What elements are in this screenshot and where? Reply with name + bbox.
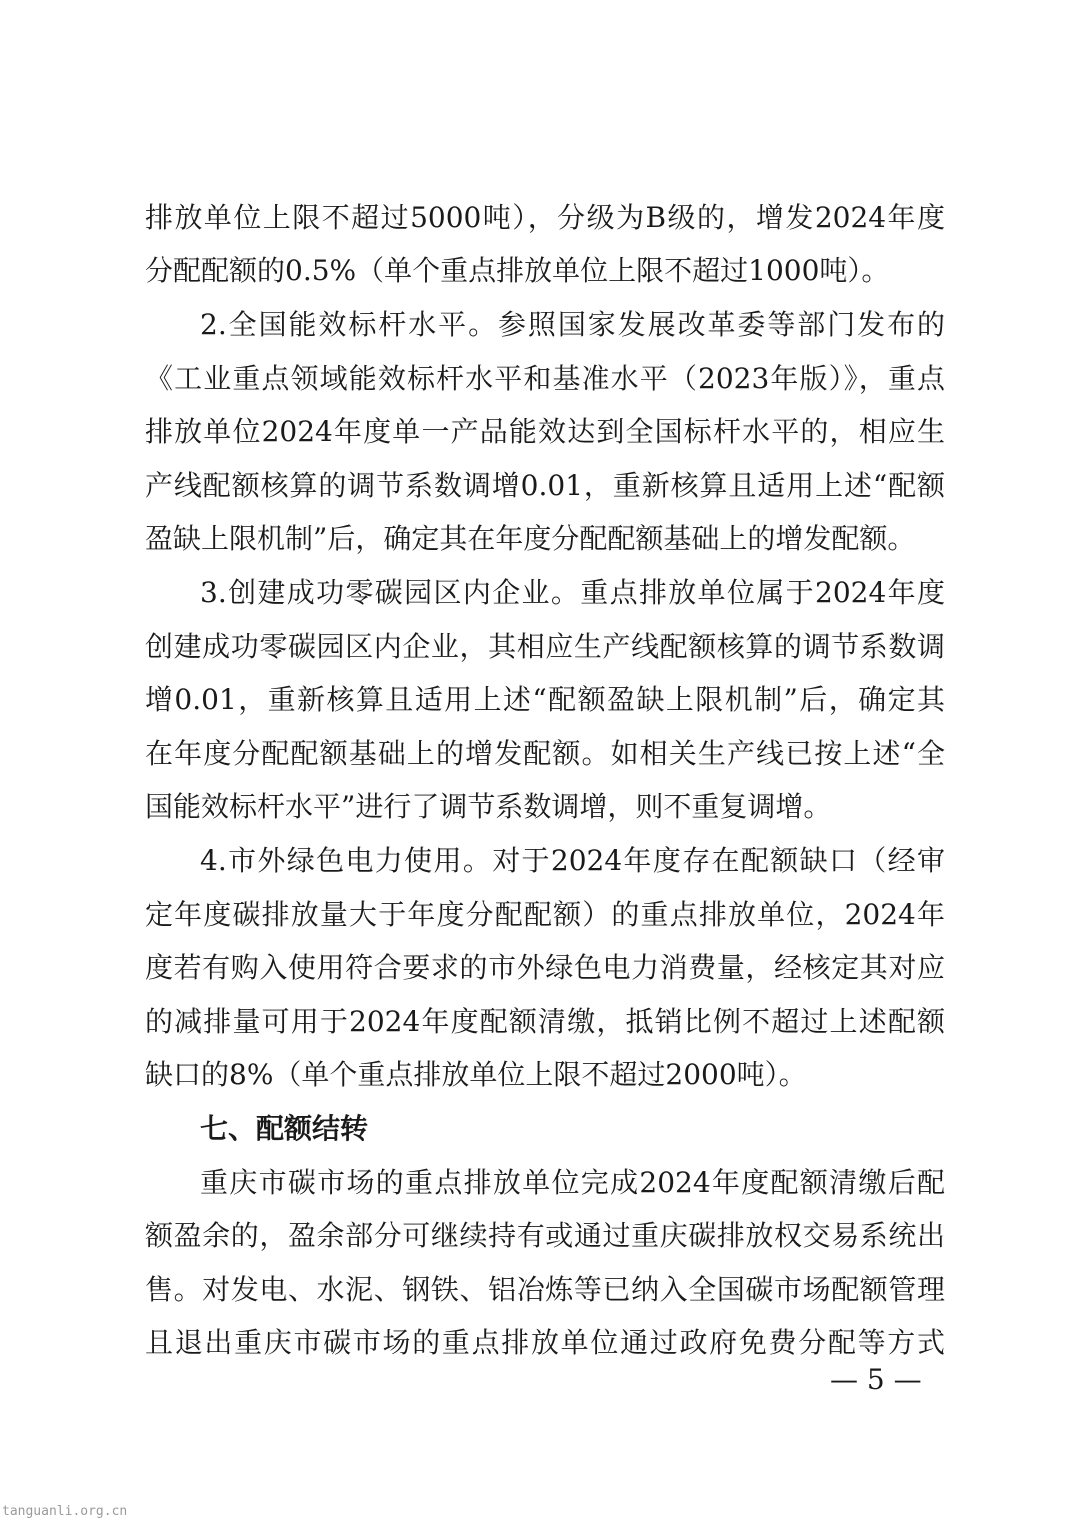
text-line: 2.全国能效标杆水平。参照国家发展改革委等部门发布的 [200, 308, 945, 341]
text-line: 盈缺上限机制”后，确定其在年度分配配额基础上的增发配额。 [145, 522, 916, 555]
text-line: 且退出重庆市碳市场的重点排放单位通过政府免费分配等方式 [145, 1326, 945, 1359]
text-line: 4.市外绿色电力使用。对于2024年度存在配额缺口（经审 [200, 844, 945, 877]
text-line: 的减排量可用于2024年度配额清缴，抵销比例不超过上述配额 [145, 1005, 945, 1038]
text-line: 排放单位上限不超过5000吨），分级为B级的，增发2024年度 [145, 201, 945, 234]
text-line: 在年度分配配额基础上的增发配额。如相关生产线已按上述“全 [145, 737, 945, 770]
text-line: 分配配额的0.5%（单个重点排放单位上限不超过1000吨）。 [145, 254, 890, 287]
text-line: 增0.01，重新核算且适用上述“配额盈缺上限机制”后，确定其 [145, 683, 945, 716]
text-line: 定年度碳排放量大于年度分配配额）的重点排放单位，2024年 [145, 898, 945, 931]
watermark: tanguanli.org.cn [2, 1504, 128, 1519]
text-line: 3.创建成功零碳园区内企业。重点排放单位属于2024年度 [200, 576, 945, 609]
text-line: 国能效标杆水平”进行了调节系数调增，则不重复调增。 [145, 790, 832, 823]
text-line: 重庆市碳市场的重点排放单位完成2024年度配额清缴后配 [200, 1166, 945, 1199]
text-line: 缺口的8%（单个重点排放单位上限不超过2000吨）。 [145, 1058, 807, 1091]
page-number: — 5 — [830, 1363, 922, 1396]
text-line: 售。对发电、水泥、钢铁、铝冶炼等已纳入全国碳市场配额管理 [145, 1273, 945, 1306]
text-line: 《工业重点领域能效标杆水平和基准水平（2023年版）》，重点 [145, 362, 945, 395]
text-line: 额盈余的，盈余部分可继续持有或通过重庆碳排放权交易系统出 [145, 1219, 945, 1252]
text-line: 度若有购入使用符合要求的市外绿色电力消费量，经核定其对应 [145, 951, 945, 984]
section-heading: 七、配额结转 [200, 1112, 369, 1145]
text-line: 创建成功零碳园区内企业，其相应生产线配额核算的调节系数调 [145, 630, 945, 663]
text-line: 排放单位2024年度单一产品能效达到全国标杆水平的，相应生 [145, 415, 945, 448]
text-line: 产线配额核算的调节系数调增0.01，重新核算且适用上述“配额 [145, 469, 945, 502]
